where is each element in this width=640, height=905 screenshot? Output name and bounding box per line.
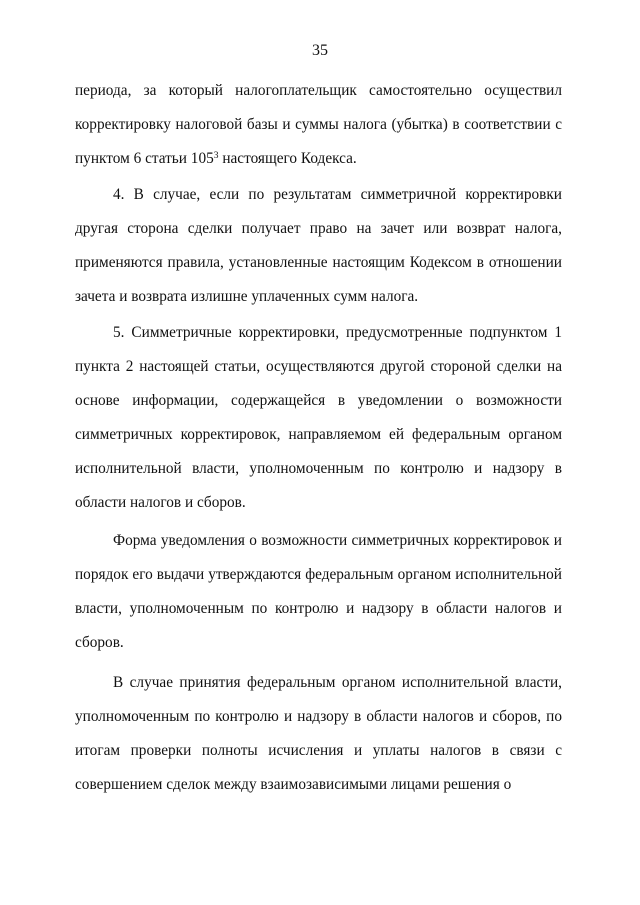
document-body	[75, 74, 562, 802]
paragraph-item-4: 4. В случае, если по результатам симметричной корректировки другая сторона сделки получает право на зачет или возврат налога, применяются правила, установленные настоящим Кодексом в отношении зачета и возврата излишне уплаченных сумм налога.	[75, 186, 562, 305]
paragraph-text: периода, за который налогоплательщик самостоятельно осуществил корректировку налоговой базы и суммы налога (убытка) в соответствии с пунктом 6 статьи 105	[75, 82, 562, 167]
paragraph-notification-form: Форма уведомления о возможности симметричных корректировок и порядок его выдачи утверждаются федеральным органом исполнительной власти, уполномоченным по контролю и надзору в области налогов и сборов.	[75, 532, 562, 651]
superscript: 3	[213, 150, 219, 161]
paragraph-text: настоящего Кодекса.	[218, 150, 357, 167]
paragraph-item-5: 5. Симметричные корректировки, предусмотренные подпунктом 1 пункта 2 настоящей статьи, осуществляются другой стороной сделки на основе информации, содержащейся в уведомлении о возможности симметричных корректировок, направляемом ей федеральным органом исполнительной власти, уполномоченным по контролю и надзору в области налогов и сборов.	[75, 324, 562, 511]
paragraph-decision: В случае принятия федеральным органом исполнительной власти, уполномоченным по контролю и надзору в области налогов и сборов, по итогам проверки полноты исчисления и уплаты налогов в связи с совершением сделок между взаимозависимыми лицами решения о	[75, 674, 562, 793]
paragraph-continuation	[75, 74, 562, 176]
page-number: 35	[312, 42, 328, 59]
